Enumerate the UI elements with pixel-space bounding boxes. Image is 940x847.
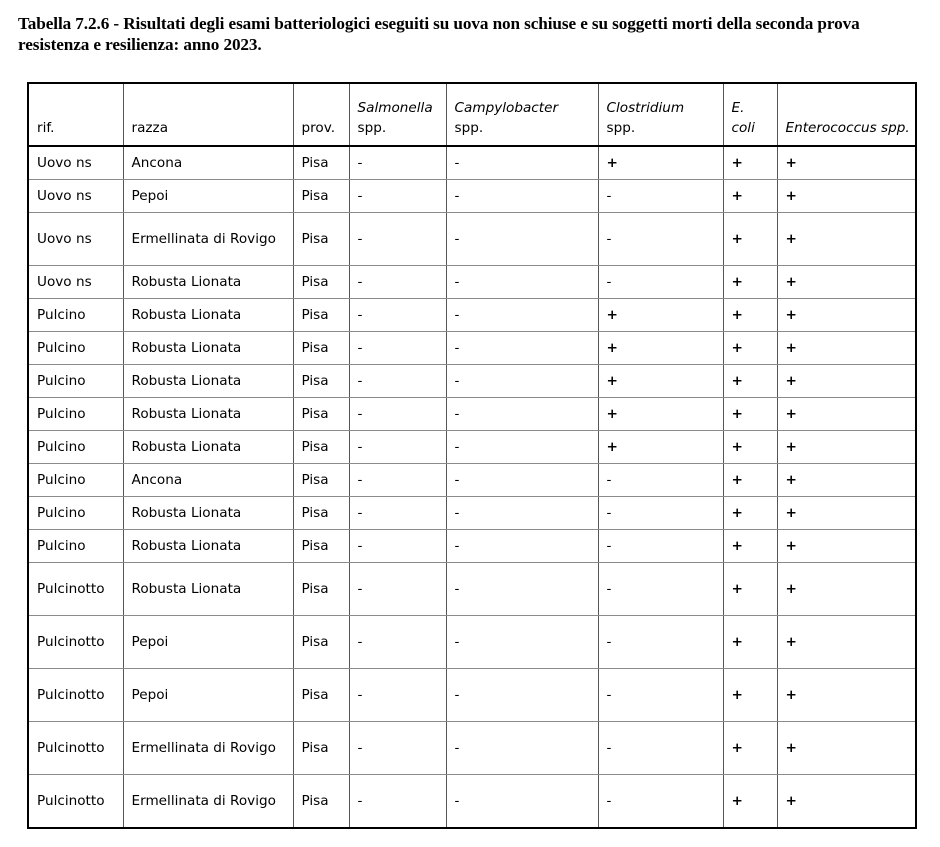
cell-razza: Robusta Lionata: [123, 266, 293, 299]
cell-salmonella: -: [349, 530, 446, 563]
cell-razza: Ancona: [123, 464, 293, 497]
cell-clostridium: +: [598, 332, 723, 365]
cell-razza: Ermellinata di Rovigo: [123, 213, 293, 266]
cell-prov: Pisa: [293, 266, 349, 299]
cell-ecoli: +: [723, 299, 777, 332]
cell-ecoli: +: [723, 180, 777, 213]
cell-ecoli: +: [723, 669, 777, 722]
cell-razza: Robusta Lionata: [123, 332, 293, 365]
cell-clostridium: -: [598, 266, 723, 299]
cell-campylobacter: -: [446, 332, 598, 365]
cell-razza: Robusta Lionata: [123, 365, 293, 398]
header-ecoli: [723, 83, 777, 146]
table-row: [28, 180, 916, 213]
cell-enterococcus: +: [777, 431, 916, 464]
cell-salmonella: -: [349, 299, 446, 332]
cell-prov: Pisa: [293, 464, 349, 497]
cell-enterococcus: +: [777, 616, 916, 669]
cell-campylobacter: -: [446, 266, 598, 299]
cell-clostridium: -: [598, 180, 723, 213]
header-ecoli-line1: E.: [731, 100, 745, 116]
cell-prov: Pisa: [293, 332, 349, 365]
cell-enterococcus: +: [777, 266, 916, 299]
cell-clostridium: +: [598, 146, 723, 180]
cell-enterococcus: +: [777, 180, 916, 213]
cell-enterococcus: +: [777, 299, 916, 332]
header-salmonella-genus: Salmonella: [357, 100, 433, 116]
cell-campylobacter: -: [446, 431, 598, 464]
cell-enterococcus: +: [777, 775, 916, 829]
table-row: [28, 365, 916, 398]
cell-campylobacter: -: [446, 669, 598, 722]
cell-rif: Pulcinotto: [28, 669, 123, 722]
cell-prov: Pisa: [293, 530, 349, 563]
cell-prov: Pisa: [293, 563, 349, 616]
cell-razza: Robusta Lionata: [123, 431, 293, 464]
cell-campylobacter: -: [446, 213, 598, 266]
cell-salmonella: -: [349, 722, 446, 775]
cell-prov: Pisa: [293, 398, 349, 431]
cell-salmonella: -: [349, 563, 446, 616]
cell-clostridium: -: [598, 616, 723, 669]
cell-clostridium: -: [598, 563, 723, 616]
cell-clostridium: +: [598, 299, 723, 332]
cell-enterococcus: +: [777, 497, 916, 530]
cell-razza: Robusta Lionata: [123, 398, 293, 431]
header-clostridium: [598, 83, 723, 146]
cell-salmonella: -: [349, 431, 446, 464]
cell-rif: Pulcinotto: [28, 616, 123, 669]
cell-salmonella: -: [349, 775, 446, 829]
cell-clostridium: -: [598, 722, 723, 775]
cell-enterococcus: +: [777, 669, 916, 722]
cell-rif: Pulcinotto: [28, 775, 123, 829]
table-row: [28, 146, 916, 180]
cell-enterococcus: +: [777, 146, 916, 180]
results-table: [27, 82, 917, 829]
header-enterococcus: Enterococcus spp.: [777, 83, 916, 146]
cell-razza: Ermellinata di Rovigo: [123, 775, 293, 829]
cell-clostridium: +: [598, 398, 723, 431]
cell-enterococcus: +: [777, 563, 916, 616]
cell-salmonella: -: [349, 266, 446, 299]
header-salmonella: [349, 83, 446, 146]
cell-razza: Pepoi: [123, 669, 293, 722]
cell-clostridium: -: [598, 213, 723, 266]
cell-campylobacter: -: [446, 616, 598, 669]
cell-salmonella: -: [349, 497, 446, 530]
cell-prov: Pisa: [293, 146, 349, 180]
cell-enterococcus: +: [777, 530, 916, 563]
header-prov: prov.: [293, 83, 349, 146]
cell-ecoli: +: [723, 464, 777, 497]
cell-razza: Ancona: [123, 146, 293, 180]
cell-prov: Pisa: [293, 669, 349, 722]
cell-prov: Pisa: [293, 722, 349, 775]
table-row: [28, 398, 916, 431]
cell-salmonella: -: [349, 669, 446, 722]
cell-enterococcus: +: [777, 332, 916, 365]
cell-rif: Pulcino: [28, 530, 123, 563]
cell-ecoli: +: [723, 332, 777, 365]
cell-campylobacter: -: [446, 398, 598, 431]
cell-campylobacter: -: [446, 497, 598, 530]
table-caption: Tabella 7.2.6 - Risultati degli esami batteriologici eseguiti su uova non schiuse e su soggetti morti della seconda prova resistenza e resilienza: anno 2023.: [18, 14, 860, 54]
header-clostridium-genus: Clostridium: [606, 100, 685, 116]
table-row: [28, 266, 916, 299]
table-row: [28, 616, 916, 669]
cell-ecoli: +: [723, 497, 777, 530]
cell-ecoli: +: [723, 213, 777, 266]
table-row: [28, 669, 916, 722]
cell-prov: Pisa: [293, 180, 349, 213]
table-row: [28, 299, 916, 332]
table-row: [28, 431, 916, 464]
cell-ecoli: +: [723, 722, 777, 775]
cell-campylobacter: -: [446, 464, 598, 497]
cell-rif: Uovo ns: [28, 180, 123, 213]
cell-enterococcus: +: [777, 464, 916, 497]
cell-campylobacter: -: [446, 530, 598, 563]
cell-clostridium: +: [598, 431, 723, 464]
cell-clostridium: -: [598, 464, 723, 497]
cell-rif: Pulcino: [28, 497, 123, 530]
table-row: [28, 775, 916, 829]
header-campylobacter: [446, 83, 598, 146]
cell-razza: Robusta Lionata: [123, 299, 293, 332]
cell-rif: Uovo ns: [28, 213, 123, 266]
cell-prov: Pisa: [293, 365, 349, 398]
cell-salmonella: -: [349, 332, 446, 365]
cell-rif: Pulcino: [28, 365, 123, 398]
cell-enterococcus: +: [777, 398, 916, 431]
cell-campylobacter: -: [446, 146, 598, 180]
cell-clostridium: -: [598, 669, 723, 722]
cell-enterococcus: +: [777, 365, 916, 398]
cell-clostridium: -: [598, 530, 723, 563]
cell-salmonella: -: [349, 464, 446, 497]
cell-prov: Pisa: [293, 616, 349, 669]
cell-rif: Pulcino: [28, 332, 123, 365]
table-row: [28, 332, 916, 365]
cell-rif: Uovo ns: [28, 266, 123, 299]
header-clostridium-suffix: spp.: [606, 120, 636, 136]
cell-ecoli: +: [723, 431, 777, 464]
cell-rif: Pulcino: [28, 464, 123, 497]
cell-rif: Pulcino: [28, 398, 123, 431]
table-header-row: [28, 83, 916, 146]
table-row: [28, 464, 916, 497]
cell-campylobacter: -: [446, 775, 598, 829]
cell-campylobacter: -: [446, 722, 598, 775]
cell-razza: Ermellinata di Rovigo: [123, 722, 293, 775]
cell-razza: Robusta Lionata: [123, 530, 293, 563]
cell-prov: Pisa: [293, 299, 349, 332]
cell-clostridium: -: [598, 497, 723, 530]
cell-ecoli: +: [723, 775, 777, 829]
cell-prov: Pisa: [293, 431, 349, 464]
table-row: [28, 530, 916, 563]
header-razza: razza: [123, 83, 293, 146]
cell-salmonella: -: [349, 616, 446, 669]
cell-prov: Pisa: [293, 497, 349, 530]
cell-salmonella: -: [349, 365, 446, 398]
cell-rif: Pulcino: [28, 299, 123, 332]
header-rif: rif.: [28, 83, 123, 146]
cell-salmonella: -: [349, 213, 446, 266]
cell-enterococcus: +: [777, 213, 916, 266]
table-row: [28, 213, 916, 266]
cell-razza: Pepoi: [123, 180, 293, 213]
cell-ecoli: +: [723, 563, 777, 616]
cell-clostridium: -: [598, 775, 723, 829]
cell-salmonella: -: [349, 146, 446, 180]
header-ecoli-line2: coli: [731, 120, 755, 136]
cell-razza: Robusta Lionata: [123, 497, 293, 530]
cell-campylobacter: -: [446, 563, 598, 616]
cell-razza: Robusta Lionata: [123, 563, 293, 616]
table-row: [28, 497, 916, 530]
cell-salmonella: -: [349, 180, 446, 213]
cell-ecoli: +: [723, 266, 777, 299]
header-campylobacter-genus: Campylobacter: [454, 100, 559, 116]
cell-rif: Pulcinotto: [28, 563, 123, 616]
cell-salmonella: -: [349, 398, 446, 431]
cell-rif: Pulcinotto: [28, 722, 123, 775]
cell-razza: Pepoi: [123, 616, 293, 669]
cell-rif: Pulcino: [28, 431, 123, 464]
cell-prov: Pisa: [293, 213, 349, 266]
cell-rif: Uovo ns: [28, 146, 123, 180]
table-row: [28, 722, 916, 775]
cell-ecoli: +: [723, 398, 777, 431]
cell-prov: Pisa: [293, 775, 349, 829]
header-campylobacter-suffix: spp.: [454, 120, 484, 136]
cell-ecoli: +: [723, 530, 777, 563]
cell-campylobacter: -: [446, 299, 598, 332]
cell-ecoli: +: [723, 146, 777, 180]
cell-ecoli: +: [723, 365, 777, 398]
table-row: [28, 563, 916, 616]
cell-campylobacter: -: [446, 180, 598, 213]
cell-enterococcus: +: [777, 722, 916, 775]
cell-campylobacter: -: [446, 365, 598, 398]
cell-clostridium: +: [598, 365, 723, 398]
cell-ecoli: +: [723, 616, 777, 669]
header-salmonella-suffix: spp.: [357, 120, 387, 136]
